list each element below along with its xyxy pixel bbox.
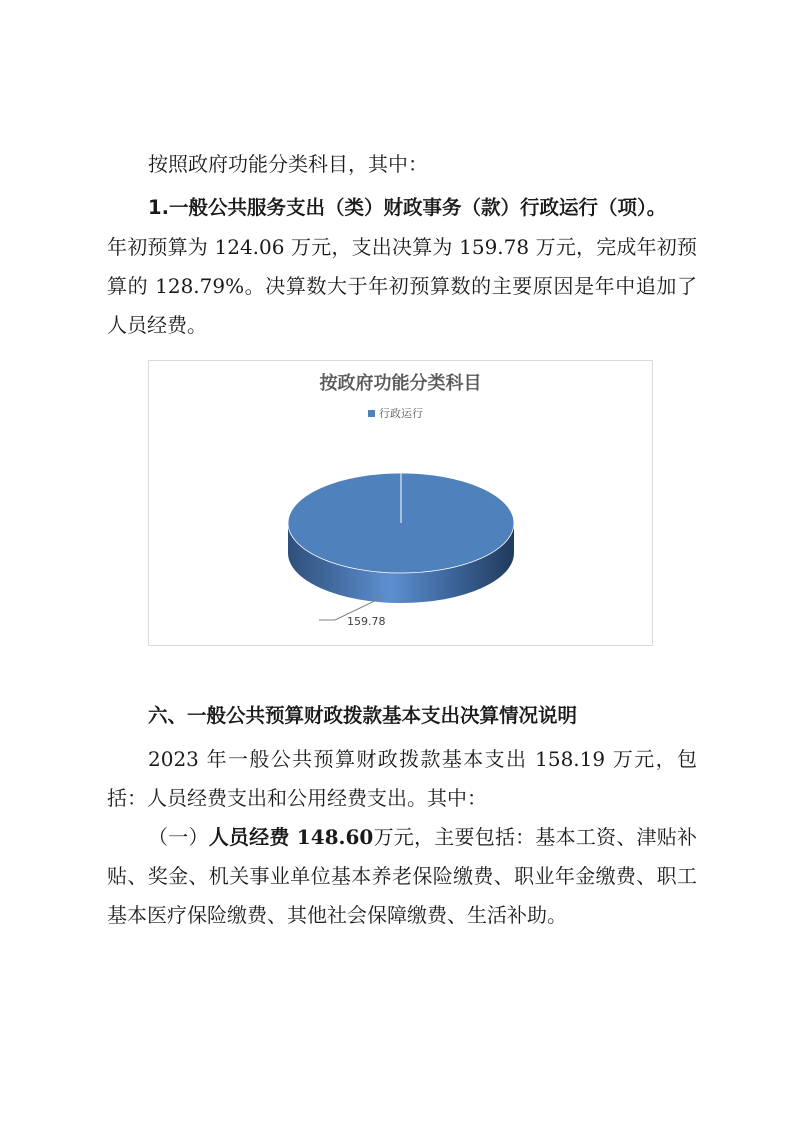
item-heading: 1.一般公共服务支出（类）财政事务（款）行政运行（项）。	[148, 196, 667, 219]
section-heading: 六、一般公共预算财政拨款基本支出决算情况说明	[148, 704, 578, 727]
pie-svg	[149, 361, 654, 647]
personnel-paragraph	[107, 818, 697, 935]
personnel-detail: 万元，主要包括：基本工资、津贴补贴、奖金、机关事业单位基本养老保险缴费、职业年金缴费、职工基本医疗保险缴费、其他社会保障缴费、生活补助。	[107, 825, 697, 927]
item-body: 年初预算为 124.06 万元，支出决算为 159.78 万元，完成年初预算的 128.79%。决算数大于年初预算数的主要原因是年中追加了人员经费。	[107, 235, 697, 337]
personnel-prefix: （一）	[148, 825, 209, 849]
section-body: 2023 年一般公共预算财政拨款基本支出 158.19 万元，包括：人员经费支出和公用经费支出。其中：	[107, 747, 697, 810]
legend-label: 行政运行	[379, 407, 423, 420]
personnel-amount: 人员经费 148.60	[208, 825, 374, 849]
pie-chart	[148, 360, 653, 646]
data-label: 159.78	[347, 615, 386, 628]
intro-paragraph: 按照政府功能分类科目，其中：	[148, 152, 428, 176]
chart-title: 按政府功能分类科目	[319, 373, 482, 394]
